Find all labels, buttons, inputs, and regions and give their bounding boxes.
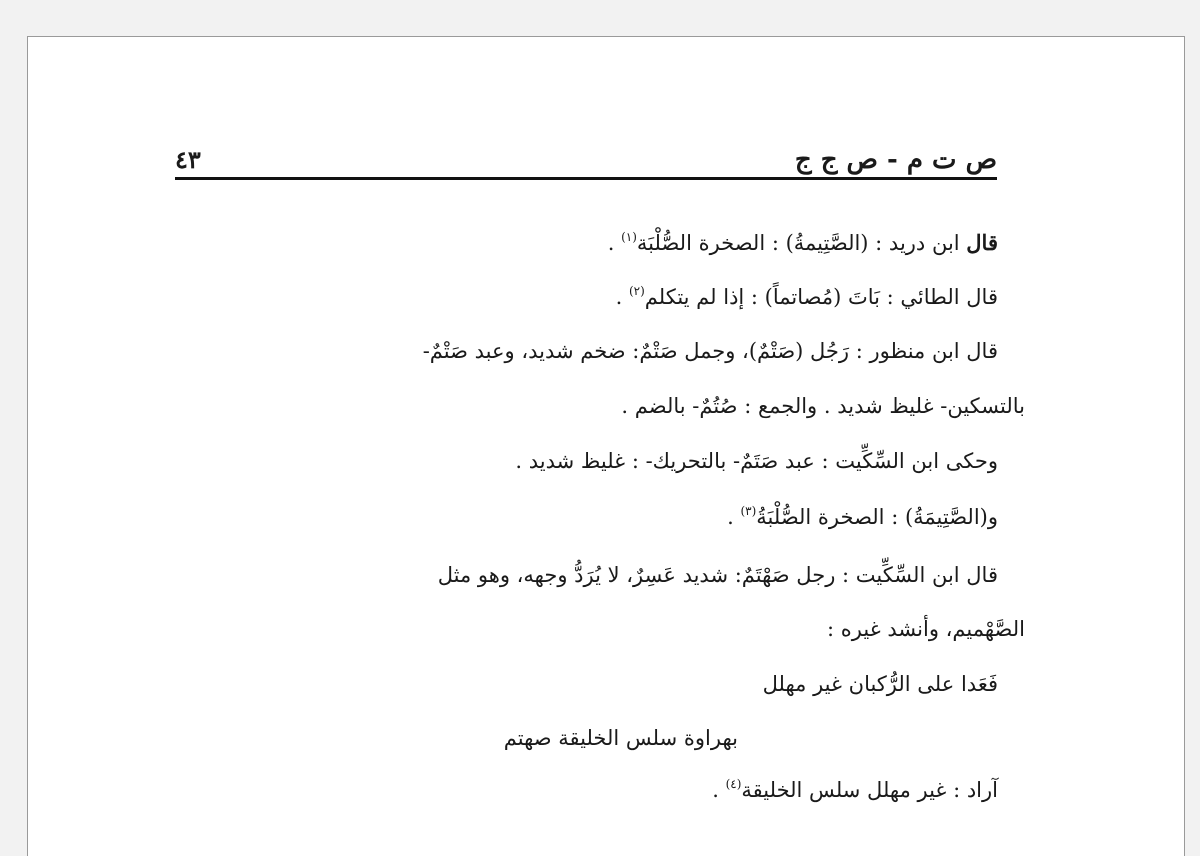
text-line-4	[621, 391, 1025, 421]
line-text: قال ابن السِّكِّيت : رجل صَهْتَمٌ: شديد عَسِرٌ، لا يُرَدُّ وجهه، وهو مثل	[437, 563, 998, 587]
page-number: ٤٣	[175, 145, 201, 174]
footnote-ref: (١)	[621, 230, 637, 244]
text-line-7	[438, 560, 998, 590]
line-text: قال الطائي : بَاتَ (مُصاتماً) : إذا لم يتكلم	[644, 285, 998, 309]
poem-verse-1	[763, 669, 998, 699]
line-tail: .	[615, 285, 629, 309]
line-text: آراد : غير مهلل سلس الخليقة	[741, 778, 998, 802]
line-text: فَعَدا على الرُّكبان غير مهلل	[762, 672, 998, 696]
text-line-1	[608, 228, 998, 258]
text-line-3	[423, 336, 998, 366]
line-text: الصَّهْميم، وأنشد غيره :	[827, 617, 1025, 641]
text-line-5	[515, 446, 998, 476]
text-line-11	[712, 775, 998, 805]
line-text: بالتسكين- غليظ شديد . والجمع : صُتُمٌ- بالضم .	[621, 394, 1025, 418]
footnote-ref: (٤)	[725, 777, 742, 791]
line-tail: .	[607, 231, 622, 255]
line-text: قال ابن منظور : رَجُل (صَتْمٌ)، وجمل صَتْمٌ: ضخم شديد، وعبد صَتْمٌ-	[422, 339, 998, 363]
line-text: بهراوة سلس الخليقة صهتم	[503, 726, 738, 750]
header-title: ص ت م - ص ج ج	[794, 145, 997, 175]
line-text: ابن دريد : (الصَّتِيمةُ) : الصخرة الصُّلْبَة	[636, 231, 967, 255]
line-text: وحكى ابن السِّكِّيت : عبد صَتَمٌ- بالتحريك- : غليظ شديد .	[515, 449, 998, 473]
bold-lead-word: قال	[966, 230, 998, 255]
text-line-2	[616, 282, 998, 312]
page-header	[175, 143, 997, 180]
line-tail: .	[712, 778, 726, 802]
line-tail: .	[727, 505, 741, 529]
text-line-6	[727, 502, 998, 532]
footnote-ref: (٢)	[628, 284, 645, 298]
line-text: و(الصَّتِيمَةُ) : الصخرة الصُّلْبَةُ	[756, 505, 998, 529]
text-line-8	[827, 614, 1025, 644]
poem-verse-2	[504, 723, 738, 753]
footnote-ref: (٣)	[740, 504, 757, 518]
